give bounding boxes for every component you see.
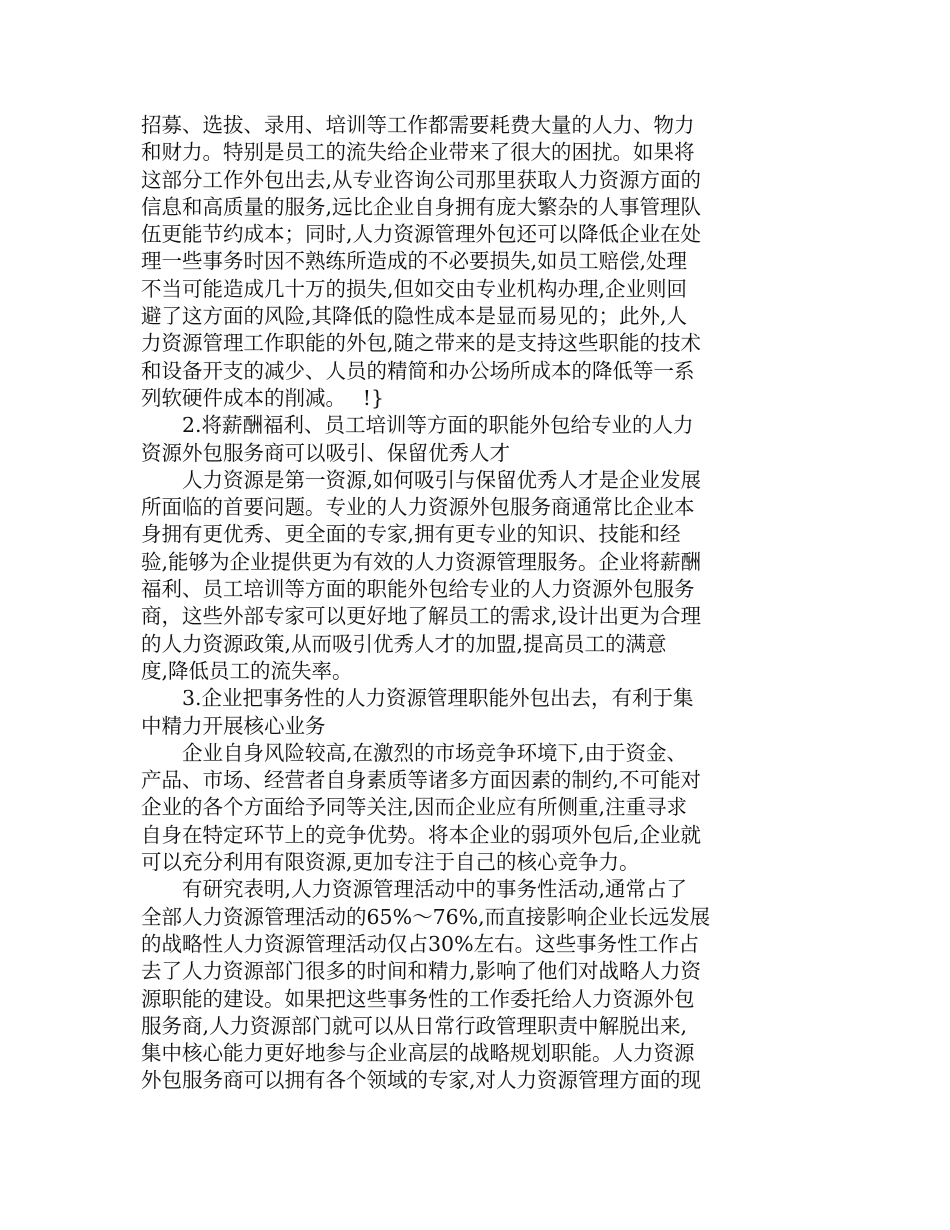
text-line: 不当可能造成几十万的损失,但如交由专业机构办理,企业则回	[141, 276, 688, 301]
text-line: 验,能够为企业提供更为有效的人力资源管理服务。企业将薪酬	[141, 549, 702, 574]
text-line: 度,降低员工的流失率。	[141, 658, 353, 683]
text-line: 避了这方面的风险,其降低的隐性成本是显而易见的；此外,人	[141, 304, 688, 329]
text-line: 伍更能节约成本；同时,人力资源管理外包还可以降低企业在处	[141, 222, 702, 247]
section-heading-line: 资源外包服务商可以吸引、保留优秀人才	[141, 440, 510, 465]
text-line: 信息和高质量的服务,远比企业自身拥有庞大繁杂的人事管理队	[141, 194, 702, 219]
section-heading-line: 2.将薪酬福利、员工培训等方面的职能外包给专业的人力	[141, 413, 694, 438]
text-line: 理一些事务时因不熟练所造成的不必要损失,如员工赔偿,处理	[141, 249, 688, 274]
text-line: 企业的各个方面给予同等关注,因而企业应有所侧重,注重寻求	[141, 795, 688, 820]
text-line: 力资源管理工作职能的外包,随之带来的是支持这些职能的技术	[141, 331, 702, 356]
text-line: 外包服务商可以拥有各个领域的专家,对人力资源管理方面的现	[141, 1068, 702, 1093]
text-line: 身拥有更优秀、更全面的专家,拥有更专业的知识、技能和经	[141, 522, 681, 547]
text-line: 人力资源是第一资源,如何吸引与保留优秀人才是企业发展	[141, 467, 702, 492]
text-line: 商，这些外部专家可以更好地了解员工的需求,设计出更为合理	[141, 604, 702, 629]
text-line: 的战略性人力资源管理活动仅占30%左右。这些事务性工作占	[141, 931, 700, 956]
text-line: 和设备开支的减少、人员的精简和办公场所成本的降低等一系	[141, 358, 695, 383]
text-line: 可以充分利用有限资源,更加专注于自己的核心竞争力。	[141, 850, 640, 875]
text-line: 有研究表明,人力资源管理活动中的事务性活动,通常占了	[141, 877, 688, 902]
section-heading-line: 3.企业把事务性的人力资源管理职能外包出去，有利于集	[141, 686, 694, 711]
document-body	[141, 112, 741, 1095]
text-line: 集中核心能力更好地参与企业高层的战略规划职能。人力资源	[141, 1041, 695, 1066]
text-line: 自身在特定环节上的竞争优势。将本企业的弱项外包后,企业就	[141, 822, 702, 847]
text-line: 全部人力资源管理活动的65%～76%,而直接影响企业长远发展	[141, 904, 711, 929]
text-line: 这部分工作外包出去,从专业咨询公司那里获取人力资源方面的	[141, 167, 702, 192]
text-line: 所面临的首要问题。专业的人力资源外包服务商通常比企业本	[141, 495, 695, 520]
text-line: 企业自身风险较高,在激烈的市场竞争环境下,由于资金、	[141, 740, 688, 765]
text-line: 列软硬件成本的削减。 !}	[141, 385, 385, 410]
text-line: 招募、选拔、录用、培训等工作都需要耗费大量的人力、物力	[141, 113, 695, 137]
text-line: 服务商,人力资源部门就可以从日常行政管理职责中解脱出来,	[141, 1013, 688, 1038]
text-line: 和财力。特别是员工的流失给企业带来了很大的困扰。如果将	[141, 140, 695, 165]
text-line: 福利、员工培训等方面的职能外包给专业的人力资源外包服务	[141, 577, 695, 602]
section-heading-line: 中精力开展核心业务	[141, 713, 326, 738]
text-line: 源职能的建设。如果把这些事务性的工作委托给人力资源外包	[141, 986, 695, 1011]
text-line: 的人力资源政策,从而吸引优秀人才的加盟,提高员工的满意	[141, 631, 667, 656]
text-line: 产品、市场、经营者自身素质等诸多方面因素的制约,不可能对	[141, 768, 702, 793]
text-line: 去了人力资源部门很多的时间和精力,影响了他们对战略人力资	[141, 959, 702, 984]
